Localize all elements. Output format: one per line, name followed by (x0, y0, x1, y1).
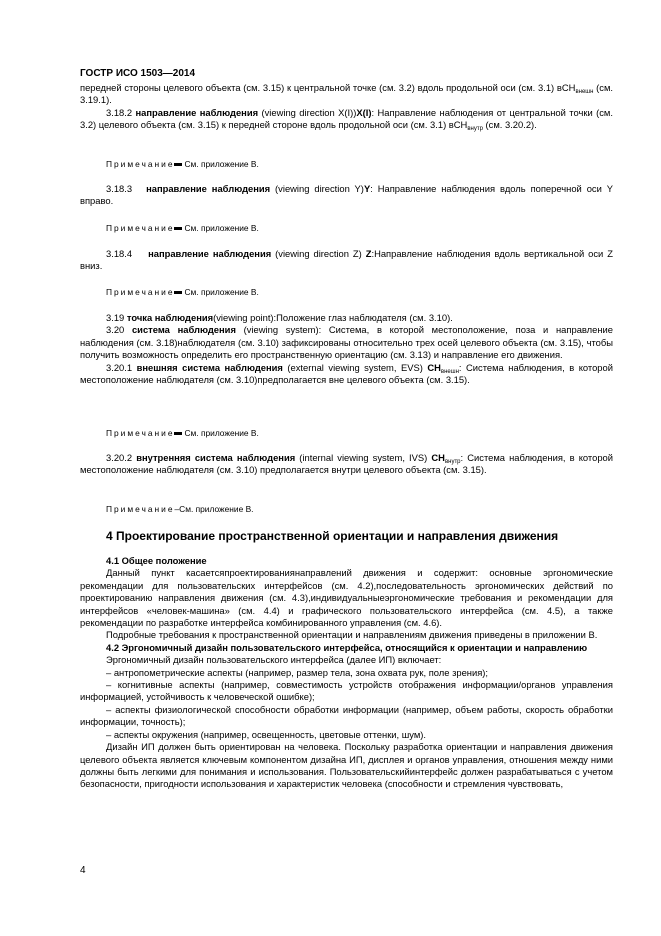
definition-3-18-2: 3.18.2 направление наблюдения (viewing direction X(I))X(I): Направление наблюдения от центральной точки (см. 3.2) целевого объекта (см. 3.15) к передней стороне вдоль продольной оси (см. 3.1) вСН$_{внутр}$ (см. 3.20.2). (80, 106, 613, 133)
note: Примечание См. приложение В. (106, 287, 259, 297)
note: Примечание См. приложение В. (106, 159, 259, 169)
note: Примечание См. приложение В. (106, 428, 259, 438)
list-item: – когнитивные аспекты (например, совместимость устройств отображения информации/органов управления информацией, устойчивость к человеческой ошибке); (80, 679, 613, 703)
dash-mark (174, 432, 182, 435)
list-item: – аспекты окружения (например, освещенность, цветовые оттенки, шум). (106, 728, 427, 740)
section-heading: 4 Проектирование пространственной ориентации и направления движения (106, 529, 559, 543)
definition-continuation: передней стороны целевого объекта (см. 3.15) к центральной точке (см. 3.2) вдоль продольной оси (см. 3.1) вСН$_{внешн}$ (см. 3.19.1). 3.18.2 направление наблюдения (viewing direction X(I))X(I): Направление наблюдения от центральной точки (см. 3.2) целевого объекта (см. 3.15) к передней стороне вдоль продольной оси (см. 3.1) вСН$_{внутр}$ (см. 3.20.2). (80, 82, 613, 133)
note: Примечание См. приложение В. (106, 223, 259, 233)
list-item: – антропометрические аспекты (например, размер тела, зона охвата рук, поле зрения); (106, 666, 489, 678)
section-4 (80, 529, 613, 544)
definition-3-18-4: 3.18.4 направление наблюдения (viewing direction Z) Z:Направление наблюдения вдоль вертикальной оси Z вниз. (80, 248, 613, 272)
dash-mark (174, 291, 182, 294)
note: Примечание–См. приложение В. (106, 504, 254, 514)
subsection-heading: 4.2 Эргономичный дизайн пользовательского интерфейса, относящийся к ориентации и направлению (106, 641, 588, 653)
subsection-heading: 4.1 Общее положение (106, 555, 207, 566)
dash-mark (174, 163, 182, 166)
dash-mark (174, 227, 182, 230)
document-header: ГОСТР ИСО 1503—2014 (80, 68, 196, 79)
page-number: 4 (80, 865, 86, 876)
list-item: – аспекты физиологической способности обработки информации (например, объем работы, скорость обработки информации, точность); (80, 703, 613, 728)
definition-3-18-3: 3.18.3 направление наблюдения (viewing direction Y)Y: Направление наблюдения вдоль поперечной оси Y вправо. (80, 183, 614, 207)
section-4-body: 4.1 Общее положение Данный пункт касаетсяпроектированиянаправлений движения и содержит: основные эргономические рекомендации для пользовательских интерфейсов (см. 4.2),последовательность эргономических действий по проектированию направления движения (см. 4.3),индивидуальныеэргономические требования и рекомендации для интерфейсов «человек-машина» (см. 4.4) и графического пользовательского интерфейса (см. 4.5), а также рекомендации по разработке интерфейса комбинированного управления (см. 4.6). Подробные требования к пространственной ориентации и направлениям движения приведены в приложении В. 4.2 Эргономичный дизайн пользовательского интерфейса, относящийся к ориентации и направлению Эргономичный дизайн пользовательского интерфейса (далее ИП) включает: – антропометрические аспекты (например, размер тела, зона охвата рук, поле зрения); – когнитивные аспекты (например, совместимость устройств отображения информации/органов управления информацией, устойчивость к человеческой ошибке); – аспекты физиологической способности обработки информации (например, объем работы, скорость обработки информации, точность); – аспекты окружения (например, освещенность, цветовые оттенки, шум). Дизайн ИП должен быть ориентирован на человека. Поскольку разработка ориентации и направления движения целевого объекта является ключевым компонентом дизайна ИП, дисплея и органов управления, отношения между ними должны быть легкими для понимания и использования. Пользовательскийинтерфейс должен разрабатываться с учетом безопасности, пригодности использования и характеристик человека (способности и стремления чувствовать, (80, 555, 613, 790)
definitions-3-19-3-20: 3.19 точка наблюдения(viewing point):Положение глаз наблюдателя (см. 3.10). 3.20 система наблюдения (viewing system): Система, в которой местоположение, поза и направление наблюдения (см. 3.18)наблюдателя (см. 3.10) зафиксированы относительно трех осей целевого объекта (см. 3.15), чтобы получить возможность определить его пространственную ориентацию (см. 3.13) и направление его движения. 3.20.1 внешняя система наблюдения (external viewing system, EVS) $СН_{внешн}$: Система наблюдения, в которой местоположение наблюдателя (см. 3.10)предполагается вне целевого объекта (см. 3.15). (80, 312, 613, 386)
definition-3-20-2: 3.20.2 внутренняя система наблюдения (internal viewing system, IVS) $СН_{внутр}$: Система наблюдения, в которой местоположение наблюдателя (см. 3.10) предполагается внутри целевого объекта (см. 3.15). (80, 452, 613, 476)
